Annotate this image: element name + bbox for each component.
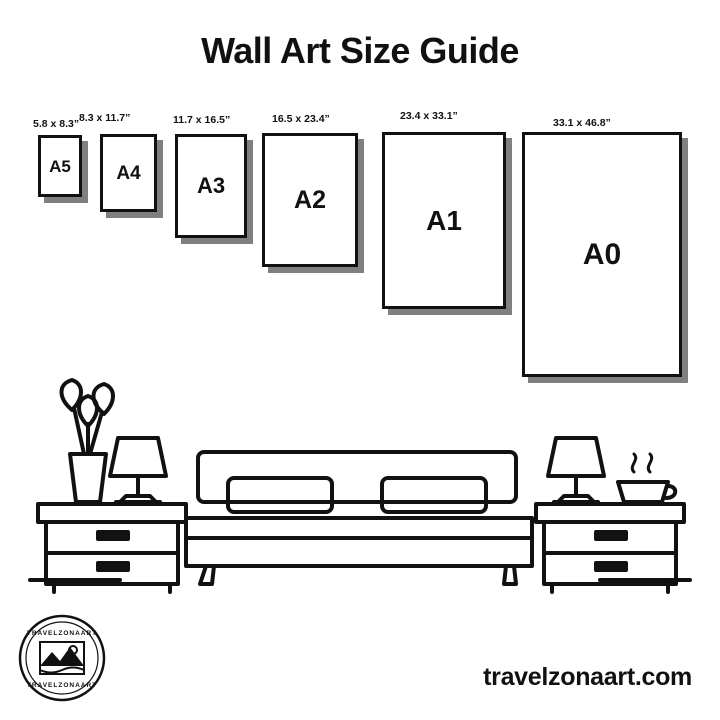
right-table-lamp xyxy=(548,438,604,502)
frame-a0-box[interactable] xyxy=(522,132,682,377)
frame-a2-size-label: 16.5 x 23.4” xyxy=(272,113,330,125)
bed xyxy=(186,452,532,584)
frame-a3-box[interactable] xyxy=(175,134,247,238)
frame-a3-name: A3 xyxy=(196,173,226,198)
frame-a4-name: A4 xyxy=(116,162,141,184)
bedroom-scene-svg xyxy=(0,370,720,610)
brand-logo-svg xyxy=(18,614,106,702)
frame-a5-name: A5 xyxy=(49,156,71,176)
frame-a0-size-label: 33.1 x 46.8” xyxy=(553,117,611,129)
frame-a4-box[interactable] xyxy=(100,134,157,212)
coffee-cup xyxy=(618,454,675,502)
frame-a1-size-label: 23.4 x 33.1” xyxy=(400,110,458,122)
frame-a3-size-label: 11.7 x 16.5” xyxy=(173,114,231,126)
plant-vase xyxy=(62,380,114,502)
frame-a5-size-label: 5.8 x 8.3” xyxy=(33,118,80,130)
frame-a1-name: A1 xyxy=(426,204,462,236)
frame-a0-name: A0 xyxy=(582,237,622,271)
brand-logo-text-top: TRAVELZONAART xyxy=(26,630,98,637)
frame-a2-name: A2 xyxy=(294,185,326,214)
frame-a4-size-label: 8.3 x 11.7” xyxy=(79,112,131,124)
frame-a5-box[interactable] xyxy=(38,135,82,197)
brand-logo[interactable] xyxy=(18,614,106,702)
left-table-lamp xyxy=(110,438,166,502)
site-url[interactable]: travelzonaart.com xyxy=(483,663,692,691)
brand-logo-text-bottom: TRAVELZONAART xyxy=(26,682,98,689)
frame-a1-box[interactable] xyxy=(382,132,506,309)
bedroom-scene xyxy=(0,370,720,610)
page-title: Wall Art Size Guide xyxy=(201,30,519,71)
frame-a2-box[interactable] xyxy=(262,133,358,267)
